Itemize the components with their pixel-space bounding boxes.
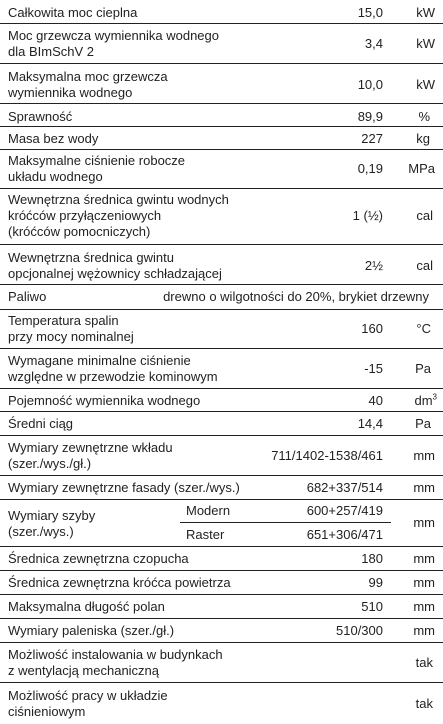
row-label: (szer./wys./gł.) <box>8 456 92 471</box>
table-row <box>0 245 443 285</box>
row-label: ciśnieniowym <box>8 704 86 719</box>
row-unit: mm <box>413 448 435 463</box>
row-label: Średnica zewnętrzna czopucha <box>8 551 189 566</box>
row-unit: mm <box>413 599 435 614</box>
table-row <box>0 127 443 150</box>
row-label: Wymagane minimalne ciśnienie <box>8 353 191 368</box>
row-label: Temperatura spalin <box>8 313 119 328</box>
row-unit: mm <box>413 575 435 590</box>
row-label: Masa bez wody <box>8 131 99 146</box>
row-label: Moc grzewcza wymiennika wodnego <box>8 28 219 43</box>
sub-label: Modern <box>186 503 231 518</box>
row-label: Średnica zewnętrzna króćca powietrza <box>8 575 231 590</box>
row-unit: $dm^3$ <box>414 392 437 408</box>
row-label: Maksymalna moc grzewcza <box>8 69 168 84</box>
table-row <box>0 683 443 724</box>
row-unit: tak <box>415 655 433 670</box>
row-label: opcjonalnej wężownicy schładzającej <box>8 266 222 281</box>
row-unit: mm <box>413 551 435 566</box>
row-value: 15,0 <box>357 5 383 20</box>
row-value: 682+337/514 <box>306 480 383 495</box>
row-value: 89,9 <box>357 109 383 124</box>
row-label: Wewnętrzna średnica gwintu wodnych <box>8 192 229 207</box>
row-label: króćców przyłączeniowych <box>8 208 162 223</box>
table-row <box>0 285 443 310</box>
row-value: 711/1402-1538/461 <box>271 448 383 463</box>
table-row <box>0 389 443 412</box>
row-label: Maksymalne ciśnienie robocze <box>8 153 186 168</box>
row-value: 40 <box>368 393 383 408</box>
sub-label: Raster <box>186 527 225 542</box>
row-label: Wymiary paleniska (szer./gł.) <box>8 623 175 638</box>
table-row <box>0 64 443 104</box>
row-unit: kW <box>416 36 435 51</box>
row-label: Maksymalna długość polan <box>8 599 165 614</box>
row-unit: kW <box>416 5 435 20</box>
table-row <box>0 571 443 595</box>
row-label: przy mocy nominalnej <box>8 329 134 344</box>
row-value: 160 <box>361 321 383 336</box>
sub-value: 600+257/419 <box>306 503 383 518</box>
table-row <box>0 619 443 643</box>
row-label: wymiennika wodnego <box>8 85 133 100</box>
table-row <box>0 104 443 127</box>
row-unit: Pa <box>415 416 431 431</box>
row-value: 510/300 <box>336 623 383 638</box>
table-row <box>0 310 443 349</box>
row-unit: cal <box>416 258 433 273</box>
row-label: dla BImSchV 2 <box>8 44 94 59</box>
table-row <box>0 189 443 245</box>
row-label: względne w przewodzie kominowym <box>8 369 218 384</box>
row-label: (szer./wys.) <box>8 524 74 539</box>
row-label: Wymiary szyby <box>8 508 96 523</box>
sub-value: 651+306/471 <box>306 527 383 542</box>
table-row <box>0 24 443 64</box>
row-value: 99 <box>368 575 383 590</box>
table-row <box>0 150 443 189</box>
row-label: Sprawność <box>8 109 73 124</box>
row-label: Możliwość pracy w układzie <box>8 688 168 703</box>
row-label: (króćców pomocniczych) <box>8 224 151 239</box>
row-unit: mm <box>413 480 435 495</box>
table-row <box>0 349 443 389</box>
row-unit: kg <box>416 131 430 146</box>
row-value: 227 <box>361 131 383 146</box>
row-unit: mm <box>413 623 435 638</box>
sub-divider <box>180 522 391 523</box>
row-value: 180 <box>361 551 383 566</box>
table-row <box>0 412 443 436</box>
row-unit: cal <box>416 208 433 223</box>
row-value: 1 (½) <box>352 208 383 223</box>
row-label: Średni ciąg <box>8 416 74 431</box>
row-value: -15 <box>364 361 383 376</box>
row-unit: % <box>418 109 430 124</box>
row-label: Możliwość instalowania w budynkach <box>8 647 223 662</box>
table-row <box>0 643 443 683</box>
table-row <box>0 476 443 500</box>
row-label: Paliwo <box>8 289 47 304</box>
row-label: Wewnętrzna średnica gwintu <box>8 250 174 265</box>
row-value: 2½ <box>364 258 383 273</box>
row-value: 0,19 <box>357 161 383 176</box>
row-unit: °C <box>416 321 431 336</box>
table-row <box>0 547 443 571</box>
row-label: Wymiary zewnętrzne wkładu <box>8 440 173 455</box>
row-unit: MPa <box>408 161 435 176</box>
table-row <box>0 595 443 619</box>
row-label: z wentylacją mechaniczną <box>8 663 160 678</box>
row-unit: mm <box>413 515 435 530</box>
row-value: 10,0 <box>357 77 383 92</box>
row-value: 14,4 <box>357 416 383 431</box>
row-label: Pojemność wymiennika wodnego <box>8 393 201 408</box>
row-value: 3,4 <box>364 36 383 51</box>
row-value: drewno o wilgotności do 20%, brykiet drzewny <box>163 289 429 304</box>
row-unit: Pa <box>415 361 431 376</box>
row-unit: kW <box>416 77 435 92</box>
row-value: 510 <box>361 599 383 614</box>
table-row <box>0 500 443 547</box>
row-label: układu wodnego <box>8 169 103 184</box>
row-label: Całkowita moc cieplna <box>8 5 138 20</box>
row-label: Wymiary zewnętrzne fasady (szer./wys.) <box>8 480 240 495</box>
row-unit: tak <box>415 696 433 711</box>
table-row <box>0 436 443 476</box>
table-row <box>0 0 443 24</box>
